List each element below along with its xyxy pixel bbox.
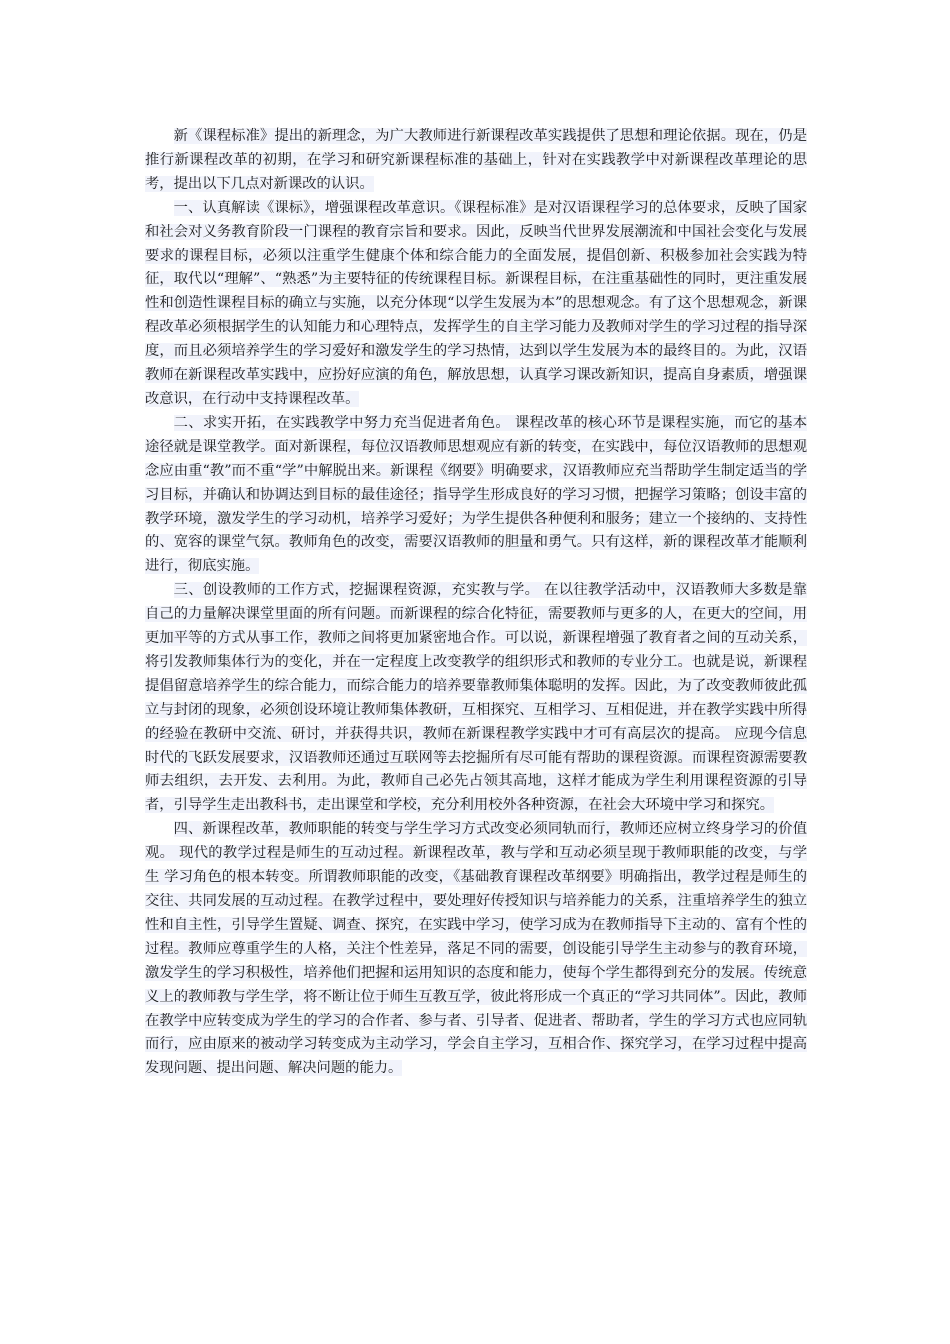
paragraph-section-4 bbox=[145, 818, 807, 1081]
paragraph-section-3 bbox=[145, 579, 807, 818]
paragraph-section-2 bbox=[145, 412, 807, 579]
paragraph-section-4-text: 四、新课程改革，教师职能的转变与学生学习方式改变必须同轨而行，教师还应树立终身学习的价值观。 现代的教学过程是师生的互动过程。新课程改革，教与学和互动必须呈现于教师职能的改变，与学生 学习角色的根本转变。所谓教师职能的改变，《基础教育课程改革纲要》明确指出，教学过程是师生的交往、共同发展的互动过程。在教学过程中，要处理好传授知识与培养能力的关系，注重培养学生的独立性和自主性，引导学生置疑、调查、探究，在实践中学习，使学习成为在教师指导下主动的、富有个性的过程。教师应尊重学生的人格，关注个性差异，落足不同的需要，创设能引导学生主动参与的教育环境，激发学生的学习积极性，培养他们把握和运用知识的态度和能力，使每个学生都得到充分的发展。传统意义上的教师教与学生学，将不断让位于师生互教互学，彼此将形成一个真正的“学习共同体”。因此，教师在教学中应转变成为学生的学习的合作者、参与者、引导者、促进者、帮助者，学生的学习方式也应同轨而行，应由原来的被动学习转变成为主动学习，学会自主学习，互相合作、探究学习，在学习过程中提高发现问题、提出问题、解决问题的能力。 bbox=[145, 821, 807, 1077]
paragraph-section-1-text: 一、认真解读《课标》，增强课程改革意识。《课程标准》是对汉语课程学习的总体要求，反映了国家和社会对义务教育阶段一门课程的教育宗旨和要求。因此，反映当代世界发展潮流和中国社会变化与发展要求的课程目标，必须以注重学生健康个体和综合能力的全面发展，提倡创新、积极参加社会实践为特征，取代以“理解”、“熟悉”为主要特征的传统课程目标。新课程目标，在注重基础性的同时，更注重发展性和创造性课程目标的确立与实施，以充分体现“以学生发展为本”的思想观念。有了这个思想观念，新课程改革必须根据学生的认知能力和心理特点，发挥学生的自主学习能力及教师对学生的学习过程的指导深度，而且必须培养学生的学习爱好和激发学生的学习热情，达到以学生发展为本的最终目的。为此，汉语教师在新课程改革实践中，应扮好应演的角色，解放思想，认真学习课改新知识，提高自身素质，增强课改意识，在行动中支持课程改革。 bbox=[145, 199, 807, 407]
paragraph-intro bbox=[145, 125, 807, 197]
paragraph-section-2-text: 二、求实开拓，在实践教学中努力充当促进者角色。 课程改革的核心环节是课程实施，而它的基本途径就是课堂教学。面对新课程，每位汉语教师思想观应有新的转变，在实践中，每位汉语教师的思想观念应由重“教”而不重“学”中解脱出来。新课程《纲要》明确要求，汉语教师应充当帮助学生制定适当的学习目标，并确认和协调达到目标的最佳途径；指导学生形成良好的学习习惯，把握学习策略；创设丰富的教学环境，激发学生的学习动机，培养学习爱好；为学生提供各种便利和服务；建立一个接纳的、支持性的、宽容的课堂气氛。教师角色的改变，需要汉语教师的胆量和勇气。只有这样，新的课程改革才能顺利进行，彻底实施。 bbox=[145, 414, 807, 575]
document-page bbox=[145, 125, 807, 1081]
paragraph-section-3-text: 三、创设教师的工作方式，挖掘课程资源，充实教与学。 在以往教学活动中，汉语教师大多数是靠自己的力量解决课堂里面的所有问题。而新课程的综合化特征，需要教师与更多的人，在更大的空间，用更加平等的方式从事工作，教师之间将更加紧密地合作。可以说，新课程增强了教育者之间的互动关系，将引发教师集体行为的变化，并在一定程度上改变教学的组织形式和教师的专业分工。也就是说，新课程提倡留意培养学生的综合能力，而综合能力的培养要靠教师集体聪明的发挥。因此，为了改变教师彼此孤立与封闭的现象，必须创设环境让教师集体教研，互相探究、互相学习、互相促进，并在教学实践中所得的经验在教研中交流、研讨，并获得共识，教师在新课程教学实践中才可有高层次的提高。 应现今信息时代的飞跃发展要求，汉语教师还通过互联网等去挖掘所有尽可能有帮助的课程资源。而课程资源需要教师去组织，去开发、去利用。为此，教师自己必先占领其高地，这样才能成为学生利用课程资源的引导者，引导学生走出教科书，走出课堂和学校，充分利用校外各种资源，在社会大环境中学习和探究。 bbox=[145, 582, 807, 814]
paragraph-section-1 bbox=[145, 197, 807, 412]
paragraph-intro-text: 新《课程标准》提出的新理念，为广大教师进行新课程改革实践提供了思想和理论依据。现在，仍是推行新课程改革的初期，在学习和研究新课程标准的基础上，针对在实践教学中对新课程改革理论的思考，提出以下几点对新课改的认识。 bbox=[145, 128, 807, 192]
